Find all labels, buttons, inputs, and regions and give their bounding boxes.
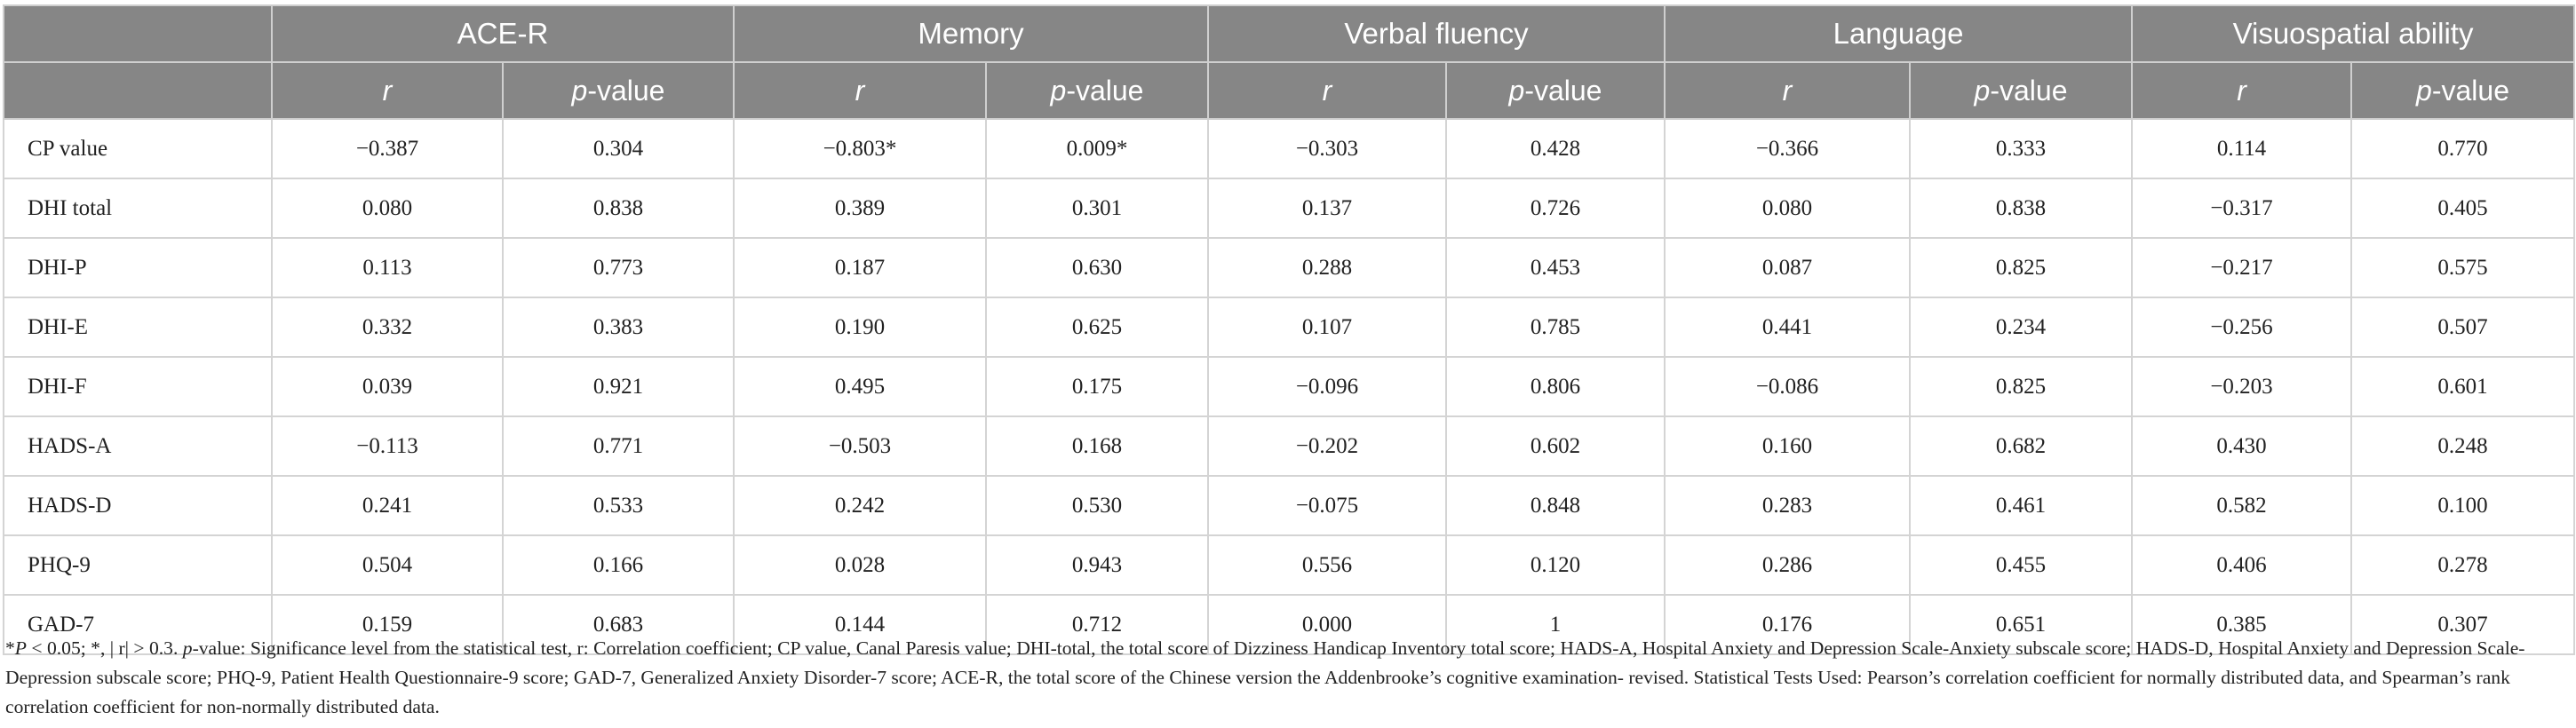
table-row bbox=[4, 476, 2574, 535]
correlation-table-container bbox=[3, 4, 2573, 655]
row-label: HADS-D bbox=[4, 476, 272, 535]
r-value-cell: 0.242 bbox=[734, 476, 986, 535]
p-value-cell: 0.943 bbox=[986, 535, 1208, 595]
r-value-cell: 0.187 bbox=[734, 238, 986, 297]
group-header-ace-r: ACE-R bbox=[272, 5, 734, 62]
p-value-cell: 0.278 bbox=[2351, 535, 2574, 595]
table-row bbox=[4, 238, 2574, 297]
r-value-cell: 0.114 bbox=[2132, 119, 2351, 178]
row-label: DHI-F bbox=[4, 357, 272, 416]
row-label: CP value bbox=[4, 119, 272, 178]
subheader-corner-cell bbox=[4, 62, 272, 119]
p-value-cell: 1 bbox=[1446, 595, 1665, 654]
p-value-cell: 0.825 bbox=[1910, 238, 2132, 297]
subheader-p-italic: p bbox=[1050, 74, 1067, 107]
subheader-p-value bbox=[1910, 62, 2132, 119]
p-value-cell: 0.601 bbox=[2351, 357, 2574, 416]
r-value-cell: 0.430 bbox=[2132, 416, 2351, 476]
r-value-cell: 0.406 bbox=[2132, 535, 2351, 595]
subheader-p-rest: -value bbox=[1990, 74, 2068, 107]
r-value-cell: 0.241 bbox=[272, 476, 503, 535]
subheader-r-label: r bbox=[855, 74, 865, 107]
p-value-cell: 0.726 bbox=[1446, 178, 1665, 238]
footnote-part2: -value: Significance level from the statistical test, r: Correlation coefficient; CP value, Canal Paresis value; DHI-total, the total score of Dizziness Handicap Inventory total score; HADS-A, Hospital Anxiety and Depression Scale-Anxiety subscale score; HADS-D, Hospital Anxiety and Depression Scale-Depression subscale score; PHQ-9, Patient Health Questionnaire-9 score; GAD-7, Generalized Anxiety Disorder-7 score; ACE-R, the total score of the Chinese version the Addenbrooke’s cognitive examination- revised. Statistical Tests Used: Pearson’s correlation coefficient for normally distributed data, and Spearman’s rank correlation coefficient for non-normally distributed data. bbox=[5, 637, 2525, 717]
p-value-cell: 0.785 bbox=[1446, 297, 1665, 357]
r-value-cell: 0.160 bbox=[1665, 416, 1910, 476]
p-value-cell: 0.921 bbox=[503, 357, 734, 416]
r-value-cell: −0.803* bbox=[734, 119, 986, 178]
subheader-p-value bbox=[1446, 62, 1665, 119]
row-label: DHI-P bbox=[4, 238, 272, 297]
p-value-cell: 0.825 bbox=[1910, 357, 2132, 416]
table-body bbox=[4, 119, 2574, 654]
p-value-cell: 0.166 bbox=[503, 535, 734, 595]
r-value-cell: −0.303 bbox=[1208, 119, 1446, 178]
p-value-cell: 0.683 bbox=[503, 595, 734, 654]
p-value-cell: 0.461 bbox=[1910, 476, 2132, 535]
subheader-p-rest: -value bbox=[587, 74, 665, 107]
p-value-cell: 0.120 bbox=[1446, 535, 1665, 595]
p-value-cell: 0.248 bbox=[2351, 416, 2574, 476]
r-value-cell: 0.113 bbox=[272, 238, 503, 297]
p-value-cell: 0.428 bbox=[1446, 119, 1665, 178]
r-value-cell: 0.556 bbox=[1208, 535, 1446, 595]
p-value-cell: 0.333 bbox=[1910, 119, 2132, 178]
subheader-r bbox=[1208, 62, 1446, 119]
r-value-cell: 0.385 bbox=[2132, 595, 2351, 654]
p-value-cell: 0.175 bbox=[986, 357, 1208, 416]
p-value-cell: 0.712 bbox=[986, 595, 1208, 654]
p-value-cell: 0.682 bbox=[1910, 416, 2132, 476]
r-value-cell: −0.096 bbox=[1208, 357, 1446, 416]
table-row bbox=[4, 357, 2574, 416]
r-value-cell: 0.441 bbox=[1665, 297, 1910, 357]
p-value-cell: 0.838 bbox=[1910, 178, 2132, 238]
footnote-p-symbol: P bbox=[14, 637, 27, 659]
r-value-cell: 0.159 bbox=[272, 595, 503, 654]
p-value-cell: 0.455 bbox=[1910, 535, 2132, 595]
subheader-r-label: r bbox=[1782, 74, 1793, 107]
r-value-cell: 0.190 bbox=[734, 297, 986, 357]
row-label: DHI-E bbox=[4, 297, 272, 357]
subheader-r bbox=[1665, 62, 1910, 119]
p-value-cell: 0.848 bbox=[1446, 476, 1665, 535]
subheader-r bbox=[734, 62, 986, 119]
row-label: DHI total bbox=[4, 178, 272, 238]
footnote-star: * bbox=[5, 637, 15, 659]
r-value-cell: 0.286 bbox=[1665, 535, 1910, 595]
r-value-cell: 0.137 bbox=[1208, 178, 1446, 238]
p-value-cell: 0.530 bbox=[986, 476, 1208, 535]
p-value-cell: 0.009* bbox=[986, 119, 1208, 178]
r-value-cell: 0.283 bbox=[1665, 476, 1910, 535]
r-value-cell: 0.080 bbox=[1665, 178, 1910, 238]
p-value-cell: 0.100 bbox=[2351, 476, 2574, 535]
subheader-p-italic: p bbox=[1974, 74, 1991, 107]
subheader-p-value bbox=[986, 62, 1208, 119]
r-value-cell: 0.389 bbox=[734, 178, 986, 238]
table-row bbox=[4, 297, 2574, 357]
table-row bbox=[4, 119, 2574, 178]
group-header-row bbox=[4, 5, 2574, 62]
p-value-cell: 0.168 bbox=[986, 416, 1208, 476]
r-value-cell: 0.039 bbox=[272, 357, 503, 416]
r-value-cell: 0.332 bbox=[272, 297, 503, 357]
p-value-cell: 0.533 bbox=[503, 476, 734, 535]
table-row bbox=[4, 416, 2574, 476]
r-value-cell: 0.028 bbox=[734, 535, 986, 595]
p-value-cell: 0.301 bbox=[986, 178, 1208, 238]
p-value-cell: 0.405 bbox=[2351, 178, 2574, 238]
table-row bbox=[4, 535, 2574, 595]
subheader-r-label: r bbox=[382, 74, 393, 107]
r-value-cell: 0.107 bbox=[1208, 297, 1446, 357]
p-value-cell: 0.602 bbox=[1446, 416, 1665, 476]
p-value-cell: 0.771 bbox=[503, 416, 734, 476]
table-footnote bbox=[5, 634, 2564, 722]
r-value-cell: −0.387 bbox=[272, 119, 503, 178]
p-value-cell: 0.630 bbox=[986, 238, 1208, 297]
subheader-p-rest: -value bbox=[2431, 74, 2509, 107]
row-label: HADS-A bbox=[4, 416, 272, 476]
p-value-cell: 0.453 bbox=[1446, 238, 1665, 297]
subheader-p-rest: -value bbox=[1524, 74, 1602, 107]
subheader-r bbox=[272, 62, 503, 119]
r-value-cell: 0.288 bbox=[1208, 238, 1446, 297]
p-value-cell: 0.651 bbox=[1910, 595, 2132, 654]
p-value-cell: 0.625 bbox=[986, 297, 1208, 357]
r-value-cell: −0.366 bbox=[1665, 119, 1910, 178]
r-value-cell: −0.503 bbox=[734, 416, 986, 476]
group-header-memory: Memory bbox=[734, 5, 1208, 62]
header-corner-cell bbox=[4, 5, 272, 62]
r-value-cell: −0.075 bbox=[1208, 476, 1446, 535]
p-value-cell: 0.770 bbox=[2351, 119, 2574, 178]
subheader-p-italic: p bbox=[2416, 74, 2432, 107]
row-label: GAD-7 bbox=[4, 595, 272, 654]
table-row bbox=[4, 178, 2574, 238]
subheader-r-label: r bbox=[1322, 74, 1332, 107]
r-value-cell: 0.080 bbox=[272, 178, 503, 238]
r-value-cell: −0.217 bbox=[2132, 238, 2351, 297]
r-value-cell: 0.087 bbox=[1665, 238, 1910, 297]
r-value-cell: −0.256 bbox=[2132, 297, 2351, 357]
subheader-r bbox=[2132, 62, 2351, 119]
r-value-cell: −0.203 bbox=[2132, 357, 2351, 416]
footnote-p-italic: p bbox=[182, 637, 193, 659]
p-value-cell: 0.383 bbox=[503, 297, 734, 357]
subheader-p-italic: p bbox=[1508, 74, 1525, 107]
footnote-part1: < 0.05; *, | r| > 0.3. bbox=[27, 637, 183, 659]
r-value-cell: 0.495 bbox=[734, 357, 986, 416]
r-value-cell: −0.113 bbox=[272, 416, 503, 476]
p-value-cell: 0.773 bbox=[503, 238, 734, 297]
p-value-cell: 0.507 bbox=[2351, 297, 2574, 357]
p-value-cell: 0.575 bbox=[2351, 238, 2574, 297]
group-header-verbal-fluency: Verbal fluency bbox=[1208, 5, 1665, 62]
subheader-p-value bbox=[2351, 62, 2574, 119]
subheader-r-label: r bbox=[2237, 74, 2246, 107]
subheader-p-rest: -value bbox=[1066, 74, 1144, 107]
group-header-language: Language bbox=[1665, 5, 2132, 62]
r-value-cell: 0.176 bbox=[1665, 595, 1910, 654]
p-value-cell: 0.234 bbox=[1910, 297, 2132, 357]
row-label: PHQ-9 bbox=[4, 535, 272, 595]
r-value-cell: 0.504 bbox=[272, 535, 503, 595]
r-value-cell: 0.582 bbox=[2132, 476, 2351, 535]
subheader-p-italic: p bbox=[571, 74, 588, 107]
p-value-cell: 0.806 bbox=[1446, 357, 1665, 416]
correlation-table bbox=[3, 4, 2575, 655]
r-value-cell: −0.317 bbox=[2132, 178, 2351, 238]
subheader-p-value bbox=[503, 62, 734, 119]
r-value-cell: 0.000 bbox=[1208, 595, 1446, 654]
group-header-visuospatial-ability: Visuospatial ability bbox=[2132, 5, 2574, 62]
p-value-cell: 0.304 bbox=[503, 119, 734, 178]
r-value-cell: 0.144 bbox=[734, 595, 986, 654]
subheader-row bbox=[4, 62, 2574, 119]
p-value-cell: 0.838 bbox=[503, 178, 734, 238]
r-value-cell: −0.086 bbox=[1665, 357, 1910, 416]
p-value-cell: 0.307 bbox=[2351, 595, 2574, 654]
r-value-cell: −0.202 bbox=[1208, 416, 1446, 476]
